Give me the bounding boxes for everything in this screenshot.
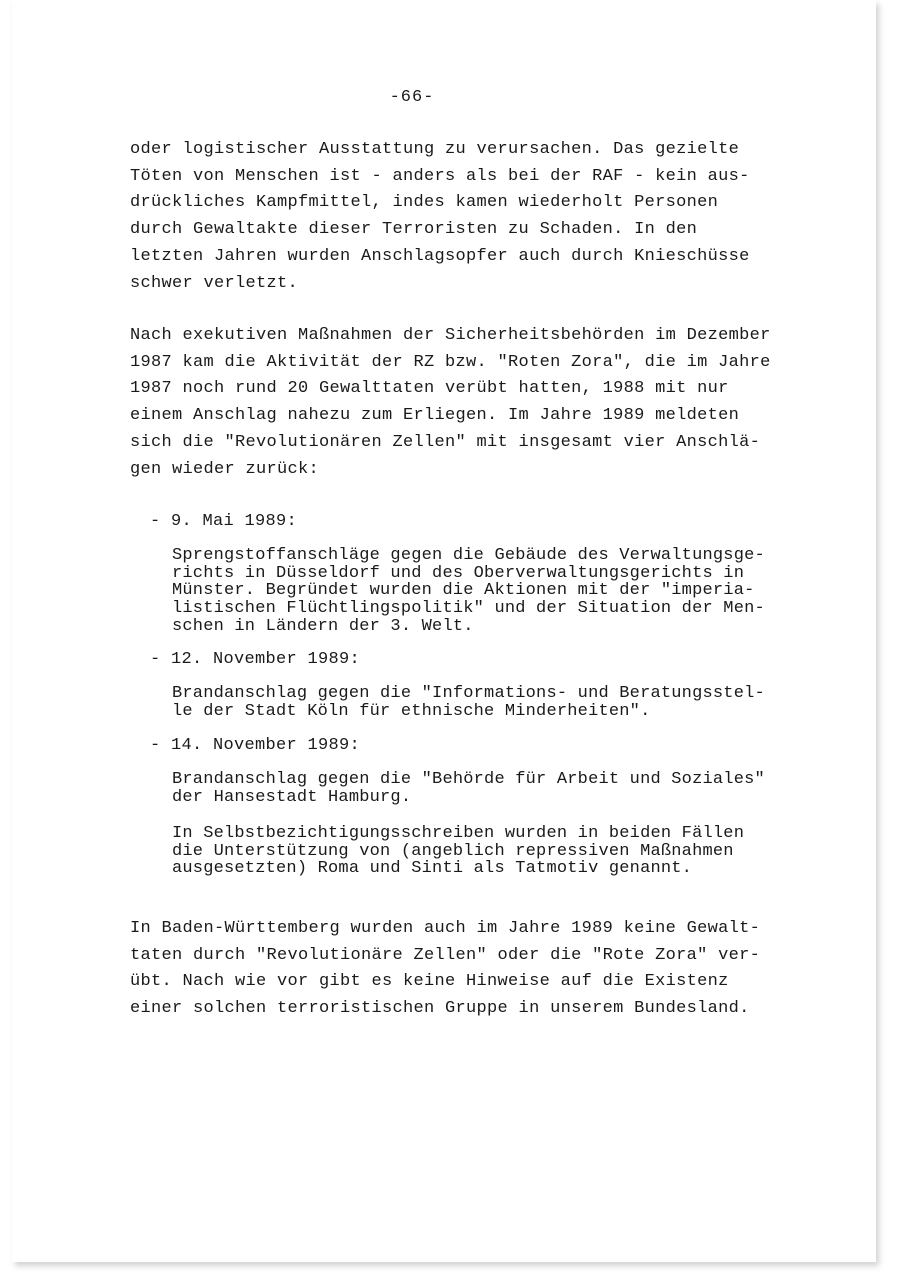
text-line: le der Stadt Köln für ethnische Minderheiten".: [172, 701, 651, 721]
text-line: schen in Ländern der 3. Welt.: [172, 616, 474, 636]
document-page: [12, 0, 876, 1262]
text-line: einem Anschlag nahezu zum Erliegen. Im Jahre 1989 meldeten: [130, 406, 740, 426]
text-line: taten durch "Revolutionäre Zellen" oder die "Rote Zora" ver-: [130, 945, 761, 965]
event-date-may-9: - 9. Mai 1989:: [150, 512, 298, 531]
text-line: durch Gewaltakte dieser Terroristen zu Schaden. In den: [130, 220, 698, 240]
text-line: oder logistischer Ausstattung zu verursachen. Das gezielte: [130, 140, 740, 159]
text-line: sich die "Revolutionären Zellen" mit insgesamt vier Anschlä-: [130, 432, 761, 452]
text-line: 1987 kam die Aktivität der RZ bzw. "Roten Zora", die im Jahre: [130, 352, 771, 372]
text-line: letzten Jahren wurden Anschlagsopfer auch durch Knieschüsse: [130, 246, 750, 266]
event-date-nov-12: - 12. November 1989:: [150, 650, 361, 669]
text-line: listischen Flüchtlingspolitik" und der Situation der Men-: [172, 599, 765, 619]
text-line: gen wieder zurück:: [130, 459, 320, 479]
paragraph-executive-measures: [130, 323, 790, 483]
paragraph-baden-wuerttemberg: [130, 916, 790, 1023]
text-line: die Unterstützung von (angeblich repressiven Maßnahmen: [172, 841, 734, 861]
text-line: schwer verletzt.: [130, 273, 299, 293]
text-line: 1987 noch rund 20 Gewalttaten verübt hatten, 1988 mit nur: [130, 379, 729, 399]
event-description-nov-12: [172, 685, 792, 720]
text-line: drückliches Kampfmittel, indes kamen wiederholt Personen: [130, 193, 719, 213]
page-number: -66-: [389, 88, 435, 107]
text-line: übt. Nach wie vor gibt es keine Hinweise auf die Existenz: [130, 972, 729, 992]
text-line: Sprengstoffanschläge gegen die Gebäude des Verwaltungsge-: [172, 546, 765, 565]
text-line: Töten von Menschen ist - anders als bei der RAF - kein aus-: [130, 166, 750, 186]
event-note-motive: [172, 825, 792, 878]
text-line: In Selbstbezichtigungsschreiben wurden in beiden Fällen: [172, 824, 745, 843]
text-line: Münster. Begründet wurden die Aktionen mit der "imperia-: [172, 581, 755, 601]
text-line: Brandanschlag gegen die "Informations- und Beratungsstel-: [172, 684, 765, 703]
event-description-nov-14: [172, 771, 792, 806]
text-line: richts in Düsseldorf und des Oberverwaltungsgerichts in: [172, 563, 745, 583]
text-line: ausgesetzten) Roma und Sinti als Tatmotiv genannt.: [172, 859, 693, 879]
text-line: der Hansestadt Hamburg.: [172, 787, 412, 807]
paragraph-logistics: [130, 137, 790, 297]
event-date-nov-14: - 14. November 1989:: [150, 736, 361, 755]
text-line: Nach exekutiven Maßnahmen der Sicherheitsbehörden im Dezember: [130, 326, 771, 345]
text-line: Brandanschlag gegen die "Behörde für Arbeit und Soziales": [172, 770, 765, 789]
text-line: In Baden-Württemberg wurden auch im Jahre 1989 keine Gewalt-: [130, 919, 761, 938]
text-line: einer solchen terroristischen Gruppe in unserem Bundesland.: [130, 999, 750, 1019]
event-description-may-9: [172, 547, 792, 636]
